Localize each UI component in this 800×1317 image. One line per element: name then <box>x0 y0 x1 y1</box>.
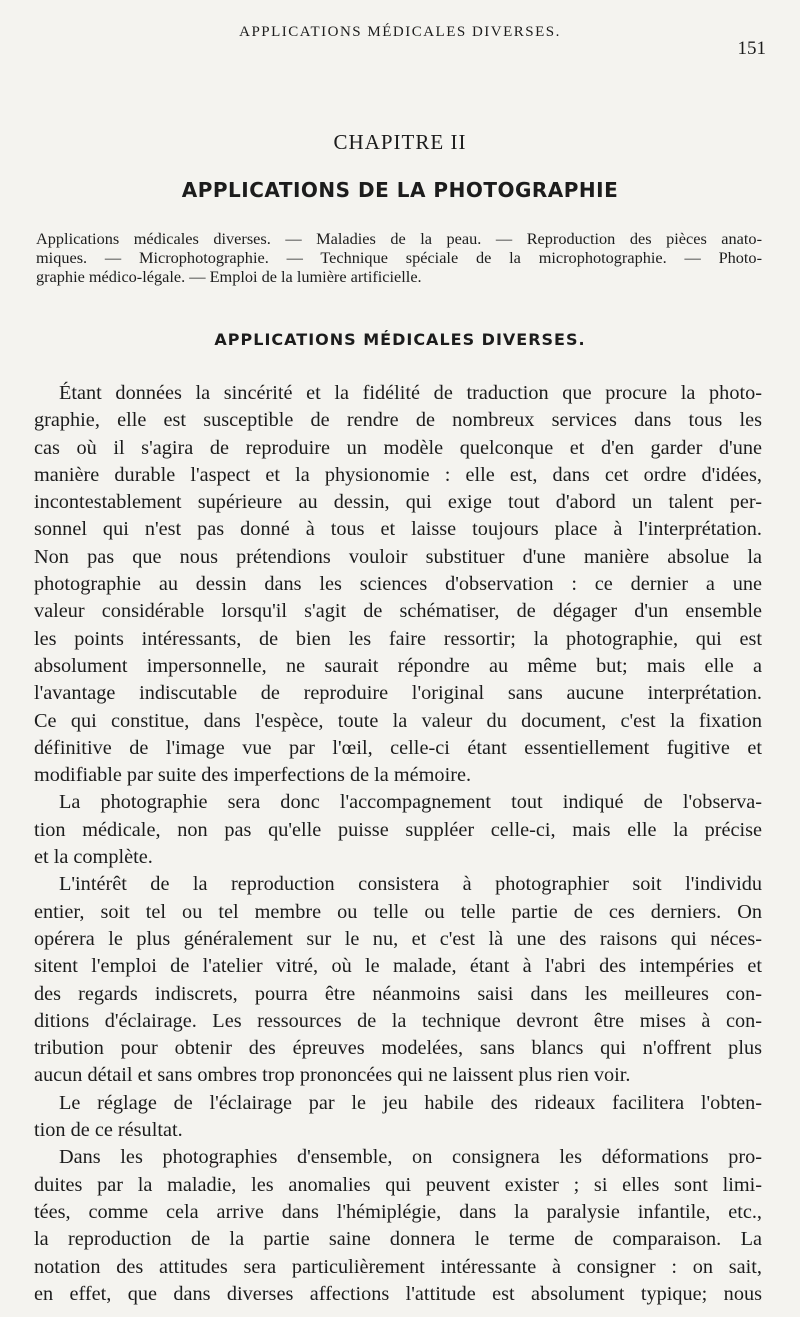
text-line: incontestablement supérieure au dessin, qui exige tout d'abord un talent per- <box>34 491 762 514</box>
section-heading: APPLICATIONS MÉDICALES DIVERSES. <box>214 330 586 349</box>
paragraph <box>34 380 762 789</box>
text-line: tion de ce résultat. <box>34 1119 183 1142</box>
text-line: sitent l'emploi de l'atelier vitré, où le malade, étant à l'abri des intempéries et <box>34 955 762 978</box>
text-line: duites par la maladie, les anomalies qui peuvent exister ; si elles sont limi- <box>34 1173 762 1196</box>
text-line: La photographie sera donc l'accompagnement tout indiqué de l'observa- <box>59 791 762 814</box>
running-head: APPLICATIONS MÉDICALES DIVERSES. <box>239 24 561 40</box>
text-line: la reproduction de la partie saine donnera le terme de comparaison. La <box>34 1228 762 1251</box>
text-line: Étant données la sincérité et la fidélité de traduction que procure la photo- <box>59 382 762 404</box>
text-line: Ce qui constitue, dans l'espèce, toute la valeur du document, c'est la fixation <box>34 709 762 732</box>
paragraph <box>34 789 762 871</box>
text-line: ditions d'éclairage. Les ressources de la technique devront être mises à con- <box>34 1009 762 1032</box>
text-line: valeur considérable lorsqu'il s'agit de schématiser, de dégager d'un ensemble <box>34 600 762 623</box>
chapter-label: CHAPITRE II <box>333 130 467 154</box>
text-line: notation des attitudes sera particulièrement intéressante à consigner : on sait, <box>34 1255 762 1278</box>
text-line: définitive de l'image vue par l'œil, celle-ci étant essentiellement fugitive et <box>34 736 762 759</box>
body-text <box>34 380 762 1308</box>
text-line: des regards indiscrets, pourra être néanmoins saisi dans les meilleures con- <box>34 982 762 1005</box>
chapter-summary <box>36 229 762 286</box>
text-line: modifiable par suite des imperfections de la mémoire. <box>34 764 472 787</box>
text-line: et la complète. <box>34 846 153 869</box>
text-line: graphie, elle est susceptible de rendre de nombreux services dans tous les <box>34 409 762 432</box>
text-line: L'intérêt de la reproduction consistera à photographier soit l'individu <box>59 873 762 896</box>
summary-line: graphie médico-légale. — Emploi de la lumière artificielle. <box>36 267 422 286</box>
text-line: absolument impersonnelle, ne saurait répondre au même but; mais elle a <box>34 654 762 677</box>
text-line: entier, soit tel ou tel membre ou telle ou telle partie de ces derniers. On <box>34 900 762 923</box>
text-line: tion médicale, non pas qu'elle puisse suppléer celle-ci, mais elle la précise <box>34 818 762 841</box>
chapter-title: APPLICATIONS DE LA PHOTOGRAPHIE <box>181 178 619 202</box>
text-line: manière durable l'aspect et la physionomie : elle est, dans cet ordre d'idées, <box>34 463 762 486</box>
paragraph <box>34 1144 762 1308</box>
summary-line: Applications médicales diverses. — Maladies de la peau. — Reproduction des pièces anato- <box>36 229 762 248</box>
text-line: Non pas que nous prétendions vouloir substituer d'une manière absolue la <box>34 545 762 568</box>
text-line: photographie au dessin dans les sciences d'observation : ce dernier a une <box>34 573 762 596</box>
text-line: aucun détail et sans ombres trop prononcées qui ne laissent plus rien voir. <box>34 1064 631 1087</box>
paragraph <box>34 1090 762 1145</box>
page-number: 151 <box>737 38 766 59</box>
text-line: tées, comme cela arrive dans l'hémiplégie, dans la paralysie infantile, etc., <box>34 1200 762 1223</box>
text-line: en effet, que dans diverses affections l'attitude est absolument typique; nous <box>34 1282 762 1305</box>
summary-line: miques. — Microphotographie. — Technique spéciale de la microphotographie. — Photo- <box>36 248 762 267</box>
text-line: les points intéressants, de bien les faire ressortir; la photographie, qui est <box>34 627 762 650</box>
text-line: l'avantage indiscutable de reproduire l'original sans aucune interprétation. <box>34 682 762 705</box>
text-line: tribution pour obtenir des épreuves modelées, sans blancs qui n'offrent plus <box>34 1037 762 1060</box>
paragraph <box>34 871 762 1089</box>
text-line: opérera le plus généralement sur le nu, et c'est là une des raisons qui néces- <box>34 927 762 950</box>
text-line: Le réglage de l'éclairage par le jeu habile des rideaux facilitera l'obten- <box>59 1091 762 1114</box>
text-line: Dans les photographies d'ensemble, on consignera les déformations pro- <box>59 1146 762 1169</box>
text-line: sonnel qui n'est pas donné à tous et laisse toujours place à l'interprétation. <box>34 518 762 541</box>
text-line: cas où il s'agira de reproduire un modèle quelconque et d'en garder d'une <box>34 436 762 459</box>
